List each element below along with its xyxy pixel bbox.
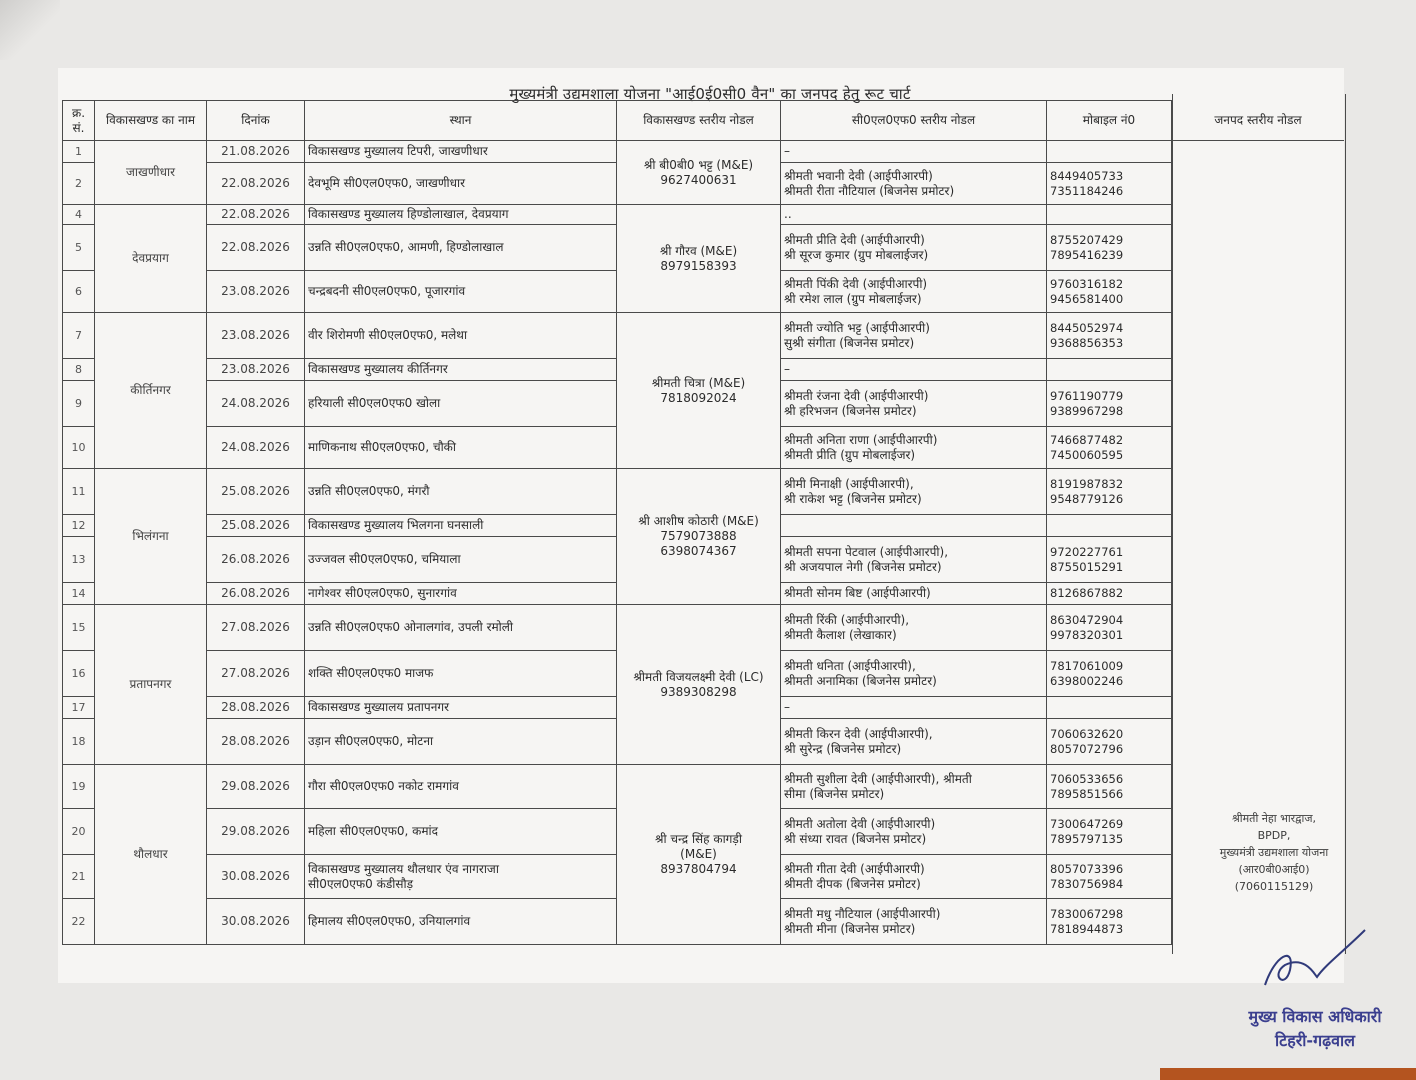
table-row [63, 313, 1172, 359]
serial-number-cell: 13 [63, 537, 95, 583]
block-name-cell: थौलधार [95, 765, 207, 945]
date-cell: 26.08.2026 [207, 537, 305, 583]
serial-number-cell: 2 [63, 163, 95, 205]
background-edge [1160, 1068, 1416, 1080]
place-cell: विकासखण्ड मुख्यालय हिण्डोलाखाल, देवप्रयाग [305, 205, 617, 225]
mobile-cell: 7830067298 7818944873 [1047, 899, 1172, 945]
col-header-block: विकासखण्ड का नाम [95, 101, 207, 141]
serial-number-cell: 10 [63, 427, 95, 469]
place-cell: महिला सी0एल0एफ0, कमांद [305, 809, 617, 855]
date-cell: 25.08.2026 [207, 515, 305, 537]
table-body [63, 141, 1172, 945]
block-name-cell: कीर्तिनगर [95, 313, 207, 469]
place-cell: वीर शिरोमणी सी0एल0एफ0, मलेथा [305, 313, 617, 359]
clf-nodal-cell: – [781, 141, 1047, 163]
clf-nodal-cell: श्रीमती पिंकी देवी (आईपीआरपी) श्री रमेश लाल (ग्रुप मोबलाईजर) [781, 271, 1047, 313]
serial-number-cell: 5 [63, 225, 95, 271]
mobile-cell: 9760316182 9456581400 [1047, 271, 1172, 313]
date-cell: 25.08.2026 [207, 469, 305, 515]
date-cell: 27.08.2026 [207, 605, 305, 651]
mobile-cell: 7060632620 8057072796 [1047, 719, 1172, 765]
mobile-cell: 8445052974 9368856353 [1047, 313, 1172, 359]
district-officer-block [1184, 810, 1364, 895]
col-header-clf-nodal: सी0एल0एफ0 स्तरीय नोडल [781, 101, 1047, 141]
officer-org: (आर0बी0आई0) [1238, 863, 1310, 876]
date-cell: 24.08.2026 [207, 381, 305, 427]
place-cell: विकासखण्ड मुख्यालय टिपरी, जाखणीधार [305, 141, 617, 163]
clf-nodal-cell: श्रीमती सुशीला देवी (आईपीआरपी), श्रीमती सीमा (बिजनेस प्रमोटर) [781, 765, 1047, 809]
mobile-cell: 8191987832 9548779126 [1047, 469, 1172, 515]
mobile-cell [1047, 515, 1172, 537]
block-name-cell: जाखणीधार [95, 141, 207, 205]
date-cell: 23.08.2026 [207, 359, 305, 381]
place-cell: विकासखण्ड मुख्यालय प्रतापनगर [305, 697, 617, 719]
officer-scheme: मुख्यमंत्री उद्यमशाला योजना [1219, 846, 1329, 859]
serial-number-cell: 18 [63, 719, 95, 765]
date-cell: 27.08.2026 [207, 651, 305, 697]
block-nodal-cell: श्रीमती चित्रा (M&E) 7818092024 [617, 313, 781, 469]
mobile-cell [1047, 205, 1172, 225]
serial-number-cell: 1 [63, 141, 95, 163]
serial-number-cell: 22 [63, 899, 95, 945]
block-name-cell: प्रतापनगर [95, 605, 207, 765]
place-cell: नागेश्वर सी0एल0एफ0, सुनारगांव [305, 583, 617, 605]
clf-nodal-cell: श्रीमती प्रीति देवी (आईपीआरपी) श्री सूरज कुमार (ग्रुप मोबलाईजर) [781, 225, 1047, 271]
block-nodal-cell: श्री बी0बी0 भट्ट (M&E) 9627400631 [617, 141, 781, 205]
date-cell: 28.08.2026 [207, 719, 305, 765]
date-cell: 29.08.2026 [207, 765, 305, 809]
clf-nodal-cell: श्रीमती अनिता राणा (आईपीआरपी) श्रीमती प्रीति (ग्रुप मोबलाईजर) [781, 427, 1047, 469]
serial-number-cell: 19 [63, 765, 95, 809]
col-header-mobile: मोबाइल नं0 [1047, 101, 1172, 141]
serial-number-cell: 8 [63, 359, 95, 381]
stamp-line-2: टिहरी-गढ़वाल [1275, 1031, 1355, 1050]
date-cell: 23.08.2026 [207, 313, 305, 359]
col-header-date: दिनांक [207, 101, 305, 141]
place-cell: उड़ान सी0एल0एफ0, मोटना [305, 719, 617, 765]
mobile-cell [1047, 141, 1172, 163]
mobile-cell: 7300647269 7895797135 [1047, 809, 1172, 855]
mobile-cell: 8057073396 7830756984 [1047, 855, 1172, 899]
route-chart-table [62, 100, 1172, 945]
place-cell: उन्नति सी0एल0एफ0, आमणी, हिण्डोलाखाल [305, 225, 617, 271]
date-cell: 30.08.2026 [207, 899, 305, 945]
place-cell: चन्द्रबदनी सी0एल0एफ0, पूजारगांव [305, 271, 617, 313]
col-header-block-nodal: विकासखण्ड स्तरीय नोडल [617, 101, 781, 141]
mobile-cell: 8449405733 7351184246 [1047, 163, 1172, 205]
mobile-cell: 8630472904 9978320301 [1047, 605, 1172, 651]
page-title: मुख्यमंत्री उद्यमशाला योजना "आई0ई0सी0 वैन" का जनपद हेतु रूट चार्ट [509, 85, 911, 103]
signature-mark [1255, 925, 1375, 995]
serial-number-cell: 14 [63, 583, 95, 605]
mobile-cell: 7060533656 7895851566 [1047, 765, 1172, 809]
place-cell: विकासखण्ड मुख्यालय भिलगना घनसाली [305, 515, 617, 537]
date-cell: 22.08.2026 [207, 225, 305, 271]
officer-mobile: (7060115129) [1234, 880, 1314, 893]
clf-nodal-cell: श्रीमती ज्योति भट्ट (आईपीआरपी) सुश्री संगीता (बिजनेस प्रमोटर) [781, 313, 1047, 359]
place-cell: उज्जवल सी0एल0एफ0, चमियाला [305, 537, 617, 583]
mobile-cell: 8126867882 [1047, 583, 1172, 605]
official-stamp [1225, 1005, 1405, 1053]
table-header-row [63, 101, 1172, 141]
clf-nodal-cell: श्रीमी मिनाक्षी (आईपीआरपी), श्री राकेश भट्ट (बिजनेस प्रमोटर) [781, 469, 1047, 515]
clf-nodal-cell: श्रीमती धनिता (आईपीआरपी), श्रीमती अनामिका (बिजनेस प्रमोटर) [781, 651, 1047, 697]
place-cell: हरियाली सी0एल0एफ0 खोला [305, 381, 617, 427]
mobile-cell: 9761190779 9389967298 [1047, 381, 1172, 427]
clf-nodal-cell: – [781, 359, 1047, 381]
block-nodal-cell: श्री चन्द्र सिंह कागड़ी (M&E) 8937804794 [617, 765, 781, 945]
clf-nodal-cell: श्रीमती मधु नौटियाल (आईपीआरपी) श्रीमती मीना (बिजनेस प्रमोटर) [781, 899, 1047, 945]
date-cell: 22.08.2026 [207, 163, 305, 205]
clf-nodal-cell [781, 515, 1047, 537]
clf-nodal-cell: श्रीमती अतोला देवी (आईपीआरपी) श्री संध्या रावत (बिजनेस प्रमोटर) [781, 809, 1047, 855]
serial-number-cell: 11 [63, 469, 95, 515]
block-nodal-cell: श्रीमती विजयलक्ष्मी देवी (LC) 9389308298 [617, 605, 781, 765]
table-row [63, 605, 1172, 651]
serial-number-cell: 16 [63, 651, 95, 697]
block-nodal-cell: श्री गौरव (M&E) 8979158393 [617, 205, 781, 313]
serial-number-cell: 12 [63, 515, 95, 537]
clf-nodal-cell: श्रीमती रिंकी (आईपीआरपी), श्रीमती कैलाश (लेखाकार) [781, 605, 1047, 651]
date-cell: 23.08.2026 [207, 271, 305, 313]
officer-designation: BPDP, [1257, 829, 1291, 842]
serial-number-cell: 6 [63, 271, 95, 313]
serial-number-cell: 7 [63, 313, 95, 359]
serial-number-cell: 9 [63, 381, 95, 427]
block-name-cell: भिलंगना [95, 469, 207, 605]
table-row [63, 469, 1172, 515]
date-cell: 29.08.2026 [207, 809, 305, 855]
date-cell: 22.08.2026 [207, 205, 305, 225]
mobile-cell: 8755207429 7895416239 [1047, 225, 1172, 271]
date-cell: 21.08.2026 [207, 141, 305, 163]
place-cell: शक्ति सी0एल0एफ0 माजफ [305, 651, 617, 697]
mobile-cell [1047, 359, 1172, 381]
block-nodal-cell: श्री आशीष कोठारी (M&E) 7579073888 6398074367 [617, 469, 781, 605]
clf-nodal-cell: श्रीमती सपना पेटवाल (आईपीआरपी), श्री अजयपाल नेगी (बिजनेस प्रमोटर) [781, 537, 1047, 583]
col-header-sn: क्र. सं. [63, 101, 95, 141]
place-cell: माणिकनाथ सी0एल0एफ0, चौकी [305, 427, 617, 469]
clf-nodal-cell: श्रीमती भवानी देवी (आईपीआरपी) श्रीमती रीता नौटियाल (बिजनेस प्रमोटर) [781, 163, 1047, 205]
block-name-cell: देवप्रयाग [95, 205, 207, 313]
date-cell: 30.08.2026 [207, 855, 305, 899]
clf-nodal-cell: श्रीमती रंजना देवी (आईपीआरपी) श्री हरिभजन (बिजनेस प्रमोटर) [781, 381, 1047, 427]
mobile-cell: 7466877482 7450060595 [1047, 427, 1172, 469]
table-row [63, 765, 1172, 809]
serial-number-cell: 15 [63, 605, 95, 651]
officer-name: श्रीमती नेहा भारद्वाज, [1231, 812, 1317, 825]
clf-nodal-cell: – [781, 697, 1047, 719]
clf-nodal-cell: श्रीमती किरन देवी (आईपीआरपी), श्री सुरेन्द्र (बिजनेस प्रमोटर) [781, 719, 1047, 765]
place-cell: विकासखण्ड मुख्यालय थौलधार एंव नागराजा सी0एल0एफ0 कंडीसौड़ [305, 855, 617, 899]
place-cell: उन्नति सी0एल0एफ0, मंगरौ [305, 469, 617, 515]
date-cell: 24.08.2026 [207, 427, 305, 469]
date-cell: 26.08.2026 [207, 583, 305, 605]
serial-number-cell: 21 [63, 855, 95, 899]
serial-number-cell: 4 [63, 205, 95, 225]
clf-nodal-cell: .. [781, 205, 1047, 225]
clf-nodal-cell: श्रीमती सोनम बिष्ट (आईपीआरपी) [781, 583, 1047, 605]
serial-number-cell: 17 [63, 697, 95, 719]
place-cell: देवभूमि सी0एल0एफ0, जाखणीधार [305, 163, 617, 205]
table-row [63, 141, 1172, 163]
page-fold-shadow [0, 0, 60, 60]
date-cell: 28.08.2026 [207, 697, 305, 719]
stamp-line-1: मुख्य विकास अधिकारी [1248, 1007, 1382, 1026]
clf-nodal-cell: श्रीमती गीता देवी (आईपीआरपी) श्रीमती दीपक (बिजनेस प्रमोटर) [781, 855, 1047, 899]
col-header-place: स्थान [305, 101, 617, 141]
serial-number-cell: 20 [63, 809, 95, 855]
mobile-cell: 7817061009 6398002246 [1047, 651, 1172, 697]
mobile-cell: 9720227761 8755015291 [1047, 537, 1172, 583]
place-cell: विकासखण्ड मुख्यालय कीर्तिनगर [305, 359, 617, 381]
place-cell: गौरा सी0एल0एफ0 नकोट रामगांव [305, 765, 617, 809]
table-row [63, 205, 1172, 225]
place-cell: हिमालय सी0एल0एफ0, उनियालगांव [305, 899, 617, 945]
mobile-cell [1047, 697, 1172, 719]
place-cell: उन्नति सी0एल0एफ0 ओनालगांव, उपली रमोली [305, 605, 617, 651]
district-nodal-header: जनपद स्तरीय नोडल [1172, 100, 1344, 141]
